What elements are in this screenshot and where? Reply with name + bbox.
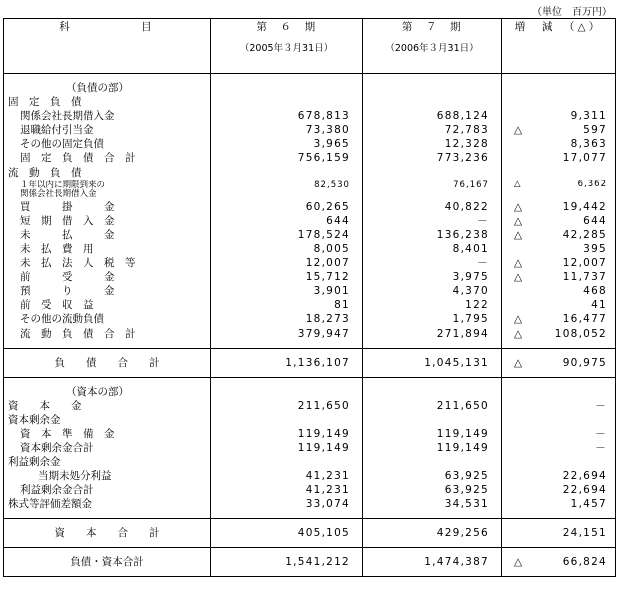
line-item-label: 買 掛 金 bbox=[20, 200, 115, 213]
period6-value: 178,524 bbox=[297, 228, 350, 241]
change-amount: 12,007 bbox=[562, 257, 607, 270]
period6-value: 3,965 bbox=[313, 138, 350, 151]
period6-value: 211,650 bbox=[297, 399, 350, 412]
change-amount: 6,362 bbox=[577, 179, 607, 189]
change-value bbox=[502, 123, 615, 137]
change-value bbox=[502, 137, 615, 151]
period7-value: 136,238 bbox=[436, 228, 489, 241]
period6-value: 60,265 bbox=[305, 200, 350, 213]
change-value bbox=[502, 256, 615, 270]
change-value bbox=[502, 81, 615, 95]
equity-section bbox=[4, 377, 616, 519]
change-amount bbox=[528, 385, 607, 399]
change-amount: － bbox=[595, 427, 607, 440]
line-item-label: 前 受 金 bbox=[20, 271, 115, 284]
change-amount: － bbox=[595, 441, 607, 454]
change-value bbox=[502, 298, 615, 312]
period6-value: 18,273 bbox=[305, 313, 350, 326]
change-value bbox=[502, 327, 615, 341]
change-value bbox=[502, 469, 615, 483]
period6-value: 82,530 bbox=[314, 179, 350, 190]
change-amount bbox=[528, 95, 607, 109]
change-value bbox=[502, 441, 615, 455]
total-period6-value: 1,541,212 bbox=[285, 556, 350, 569]
period7-value bbox=[363, 385, 501, 399]
period6-value: 3,901 bbox=[313, 285, 350, 298]
total-change-amount: 24,151 bbox=[562, 527, 607, 540]
change-value bbox=[502, 109, 615, 123]
period7-value bbox=[363, 81, 501, 95]
change-value bbox=[502, 166, 615, 180]
period7-value: 773,236 bbox=[436, 152, 489, 165]
decrease-marker bbox=[514, 455, 528, 469]
decrease-marker: △ bbox=[514, 271, 524, 284]
period7-value: 12,328 bbox=[444, 138, 489, 151]
change-amount: 11,737 bbox=[562, 271, 607, 284]
decrease-marker bbox=[514, 242, 528, 256]
decrease-marker bbox=[514, 81, 528, 95]
change-amount: 468 bbox=[583, 285, 607, 298]
period6-column-header bbox=[211, 19, 363, 74]
change-value bbox=[502, 214, 615, 228]
change-amount: 597 bbox=[583, 124, 607, 137]
period6-value: 33,074 bbox=[305, 498, 350, 511]
decrease-marker bbox=[514, 151, 528, 165]
line-item-label: 資 本 金 bbox=[8, 399, 82, 412]
period7-value: 72,783 bbox=[444, 124, 489, 137]
total-change-amount: 66,824 bbox=[562, 556, 607, 569]
line-item-label: 関係会社長期借入金 bbox=[20, 110, 115, 123]
period6-value bbox=[211, 95, 362, 109]
liabilities-total-row bbox=[4, 348, 616, 377]
period6-value: 756,159 bbox=[297, 152, 350, 165]
period6-value: 8,005 bbox=[313, 242, 350, 255]
change-value bbox=[502, 200, 615, 214]
decrease-marker bbox=[514, 519, 528, 547]
decrease-marker bbox=[514, 497, 528, 511]
change-value bbox=[502, 95, 615, 109]
line-item-label: 利益剰余金 bbox=[8, 456, 61, 469]
period7-value: 4,370 bbox=[452, 285, 489, 298]
period6-value: 12,007 bbox=[305, 257, 350, 270]
period6-date: （2005年３月31日） bbox=[239, 43, 334, 54]
total-change-value bbox=[502, 548, 615, 576]
period7-value: － bbox=[477, 214, 489, 227]
period7-value: 40,822 bbox=[444, 200, 489, 213]
decrease-marker bbox=[514, 469, 528, 483]
period6-value: 644 bbox=[326, 214, 350, 227]
decrease-marker bbox=[514, 109, 528, 123]
period7-value bbox=[363, 455, 501, 469]
change-amount: 644 bbox=[583, 214, 607, 227]
change-amount: － bbox=[595, 399, 607, 412]
line-item-label: 流 動 負 債 合 計 bbox=[20, 327, 136, 340]
liabilities-section bbox=[4, 74, 616, 349]
change-value bbox=[502, 151, 615, 165]
decrease-marker: △ bbox=[514, 313, 524, 326]
period6-value: 379,947 bbox=[297, 327, 350, 340]
line-item-label: 固 定 負 債 合 計 bbox=[20, 152, 136, 165]
period6-value bbox=[211, 455, 362, 469]
period6-value: 41,231 bbox=[305, 484, 350, 497]
unit-label: （単位 百万円） bbox=[532, 7, 612, 18]
line-item-label: 未 払 費 用 bbox=[20, 242, 94, 255]
change-amount: 19,442 bbox=[562, 200, 607, 213]
decrease-marker bbox=[514, 385, 528, 399]
change-value bbox=[502, 242, 615, 256]
change-amount: 395 bbox=[583, 242, 607, 255]
period6-value: 119,149 bbox=[297, 427, 350, 440]
period7-value: 63,925 bbox=[444, 484, 489, 497]
total-label: 負債・資本合計 bbox=[70, 556, 144, 569]
grand-total-row bbox=[4, 548, 616, 577]
period7-value bbox=[363, 166, 501, 180]
line-item-label: 固 定 負 債 bbox=[8, 96, 82, 109]
period6-value bbox=[211, 385, 362, 399]
change-amount: 22,694 bbox=[562, 484, 607, 497]
equity-total-row bbox=[4, 519, 616, 548]
change-amount: 41 bbox=[591, 299, 607, 312]
change-amount bbox=[528, 413, 607, 427]
change-amount: 8,363 bbox=[570, 138, 607, 151]
line-item-label: （資本の部） bbox=[66, 385, 129, 398]
change-value bbox=[502, 180, 615, 200]
change-amount: 42,285 bbox=[562, 228, 607, 241]
decrease-marker bbox=[514, 298, 528, 312]
decrease-marker: △ bbox=[514, 356, 524, 369]
period7-value: 34,531 bbox=[444, 498, 489, 511]
decrease-marker: △ bbox=[514, 556, 524, 569]
period7-value: 271,894 bbox=[436, 327, 489, 340]
period7-value: 76,167 bbox=[453, 179, 489, 190]
change-amount: 17,077 bbox=[562, 152, 607, 165]
line-item-label: その他の固定負債 bbox=[20, 138, 104, 151]
total-period7-value: 429,256 bbox=[436, 527, 489, 540]
line-item-label: 未 払 法 人 税 等 bbox=[20, 257, 136, 270]
decrease-marker: △ bbox=[514, 214, 524, 227]
change-amount: 16,477 bbox=[562, 313, 607, 326]
period7-value: 8,401 bbox=[452, 242, 489, 255]
line-item-label: 資本剰余金 bbox=[8, 413, 61, 426]
decrease-marker: △ bbox=[514, 200, 524, 213]
change-value bbox=[502, 284, 615, 298]
decrease-marker bbox=[514, 95, 528, 109]
decrease-marker: △ bbox=[514, 257, 524, 270]
decrease-marker bbox=[514, 399, 528, 413]
change-value bbox=[502, 483, 615, 497]
change-amount: 22,694 bbox=[562, 470, 607, 483]
header-row bbox=[4, 19, 616, 74]
period6-value: 81 bbox=[334, 299, 350, 312]
decrease-marker: △ bbox=[514, 228, 524, 241]
change-value bbox=[502, 497, 615, 511]
decrease-marker bbox=[514, 284, 528, 298]
change-value bbox=[502, 427, 615, 441]
balance-sheet-table bbox=[3, 18, 616, 577]
change-value bbox=[502, 228, 615, 242]
total-change-value bbox=[502, 519, 615, 547]
line-item-label: 預 り 金 bbox=[20, 285, 115, 298]
period7-value: 211,650 bbox=[436, 399, 489, 412]
change-value bbox=[502, 270, 615, 284]
line-item-label: 退職給付引当金 bbox=[20, 124, 94, 137]
change-amount: 1,457 bbox=[570, 498, 607, 511]
period7-value: 122 bbox=[465, 299, 489, 312]
line-item-label: 短 期 借 入 金 bbox=[20, 214, 115, 227]
change-value bbox=[502, 385, 615, 399]
decrease-marker bbox=[514, 483, 528, 497]
decrease-marker: △ bbox=[514, 179, 522, 189]
period6-value: 678,813 bbox=[297, 110, 350, 123]
total-label: 負 債 合 計 bbox=[54, 356, 160, 369]
period7-value bbox=[363, 413, 501, 427]
line-item-label: 資 本 準 備 金 bbox=[20, 427, 115, 440]
period7-date: （2006年３月31日） bbox=[385, 43, 479, 54]
line-item-label: １年以内に期限到来の 関係会社長期借入金 bbox=[20, 179, 106, 200]
decrease-marker bbox=[514, 441, 528, 455]
period7-column-header bbox=[363, 19, 502, 74]
period7-value: 119,149 bbox=[436, 427, 489, 440]
period7-value: 688,124 bbox=[436, 110, 489, 123]
period6-value bbox=[211, 413, 362, 427]
period7-value: 1,795 bbox=[452, 313, 489, 326]
change-amount: 108,052 bbox=[554, 327, 607, 340]
line-item-label: 資本剰余金合計 bbox=[20, 441, 94, 454]
period6-value: 73,380 bbox=[305, 124, 350, 137]
period6-value: 41,231 bbox=[305, 470, 350, 483]
line-item-label: （負債の部） bbox=[66, 82, 129, 94]
period6-value bbox=[211, 81, 362, 95]
change-value bbox=[502, 455, 615, 469]
period7-value bbox=[363, 95, 501, 109]
period7-value: 3,975 bbox=[452, 271, 489, 284]
period7-label: 第 ７ 期 bbox=[401, 21, 463, 33]
line-item-label: 利益剰余金合計 bbox=[20, 484, 94, 497]
period7-value: － bbox=[477, 257, 489, 270]
total-period6-value: 1,136,107 bbox=[285, 356, 350, 369]
line-item-label: 未 払 金 bbox=[20, 228, 115, 241]
decrease-marker bbox=[514, 427, 528, 441]
line-item-label: 株式等評価差額金 bbox=[8, 498, 92, 511]
decrease-marker bbox=[514, 137, 528, 151]
period7-value: 119,149 bbox=[436, 441, 489, 454]
period6-value bbox=[211, 166, 362, 180]
total-change-amount: 90,975 bbox=[562, 356, 607, 369]
total-period7-value: 1,045,131 bbox=[424, 356, 489, 369]
total-label: 資 本 合 計 bbox=[54, 527, 160, 540]
total-period6-value: 405,105 bbox=[297, 527, 350, 540]
line-item-label: 流 動 負 債 bbox=[8, 166, 82, 179]
decrease-marker: △ bbox=[514, 327, 524, 340]
total-change-value bbox=[502, 349, 615, 377]
decrease-marker bbox=[514, 166, 528, 180]
change-amount bbox=[528, 455, 607, 469]
period6-value: 15,712 bbox=[305, 271, 350, 284]
change-amount bbox=[528, 166, 607, 180]
period7-value: 63,925 bbox=[444, 470, 489, 483]
line-item-label: 前 受 収 益 bbox=[20, 299, 94, 312]
change-value bbox=[502, 413, 615, 427]
change-value bbox=[502, 399, 615, 413]
change-amount bbox=[528, 81, 607, 95]
line-item-label: その他の流動負債 bbox=[20, 313, 104, 326]
decrease-marker: △ bbox=[514, 124, 524, 137]
change-value bbox=[502, 312, 615, 326]
period6-value: 119,149 bbox=[297, 441, 350, 454]
change-column-header: 増 減 （△） bbox=[502, 19, 616, 74]
total-period7-value: 1,474,387 bbox=[424, 556, 489, 569]
line-item-label: 当期未処分利益 bbox=[38, 470, 112, 483]
period6-label: 第 ６ 期 bbox=[256, 21, 317, 33]
change-amount: 9,311 bbox=[570, 110, 607, 123]
decrease-marker bbox=[514, 413, 528, 427]
item-column-header: 科 目 bbox=[4, 19, 211, 74]
